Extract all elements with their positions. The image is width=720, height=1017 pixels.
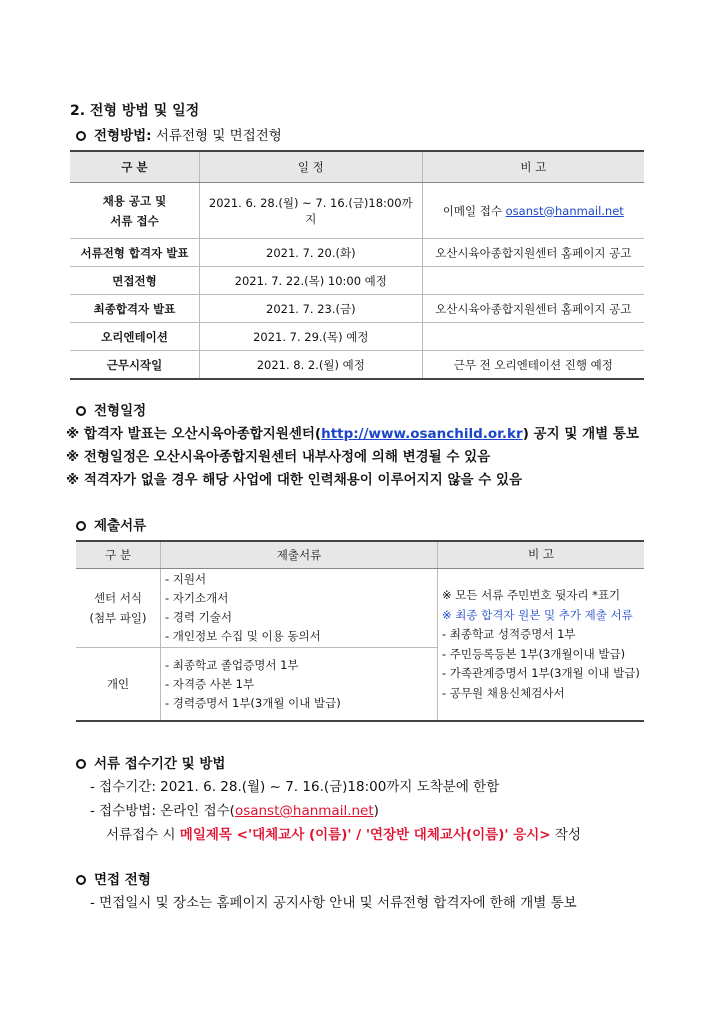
schedule-notes-title <box>76 399 146 419</box>
submission-subject-rule <box>106 823 581 843</box>
circle-bullet-icon <box>76 759 86 769</box>
row-item: 면접전형 <box>70 267 199 295</box>
table-row <box>70 323 644 351</box>
note-prefix: 이메일 접수 <box>442 203 506 218</box>
header-schedule: 일 정 <box>199 151 422 183</box>
list-item: - 지원서 <box>165 572 207 586</box>
circle-bullet-icon <box>76 131 86 141</box>
circle-bullet-icon <box>76 406 86 416</box>
table-header-row <box>70 151 644 183</box>
row-date: 2021. 7. 20.(화) <box>199 239 422 267</box>
header-category: 구 분 <box>76 541 161 569</box>
subject-prefix: 서류접수 시 <box>106 827 180 843</box>
interview-text: - 면접일시 및 장소는 홈페이지 공지사항 안내 및 서류전형 합격자에 한해 개별 통보 <box>90 895 577 911</box>
center-form-label <box>76 569 161 648</box>
row-item <box>70 183 199 239</box>
section-title: 2. 전형 방법 및 일정 <box>70 103 200 119</box>
homepage-link[interactable]: http://www.osanchild.or.kr <box>321 426 523 442</box>
interview-title-text: 면접 전형 <box>94 872 151 888</box>
table-row <box>70 239 644 267</box>
row-note: 오산시육아종합지원센터 홈페이지 공고 <box>422 239 644 267</box>
submission-method <box>90 799 379 819</box>
method-line <box>76 124 282 144</box>
method-value: 서류전형 및 면접전형 <box>155 128 282 144</box>
documents-title <box>76 514 146 534</box>
note1-prefix: ※ 합격자 발표는 오산시육아종합지원센터( <box>66 426 322 442</box>
interview-title <box>76 868 151 888</box>
row-item-line2: 서류 접수 <box>110 213 159 228</box>
circle-bullet-icon <box>76 521 86 531</box>
center-form-items <box>161 569 438 648</box>
schedule-note-2: ※ 전형일정은 오산시육아종합지원센터 내부사정에 의해 변경될 수 있음 <box>66 449 491 465</box>
schedule-note-1 <box>66 422 639 442</box>
schedule-table <box>70 150 644 380</box>
row-item: 근무시작일 <box>70 351 199 380</box>
documents-title-text: 제출서류 <box>94 518 147 534</box>
schedule-note-3: ※ 적격자가 없을 경우 해당 사업에 대한 인력채용이 이루어지지 않을 수 있음 <box>66 472 523 488</box>
remark-line: - 주민등록등본 1부(3개월이내 발급) <box>442 646 626 661</box>
row-item: 최종합격자 발표 <box>70 295 199 323</box>
list-item: - 자격증 사본 1부 <box>165 676 255 691</box>
schedule-notes-title-text: 전형일정 <box>94 403 147 419</box>
documents-table <box>76 540 644 722</box>
subject-suffix: 작성 <box>550 827 581 843</box>
remark-line: - 최종학교 성적증명서 1부 <box>442 627 576 641</box>
header-remarks: 비 고 <box>438 541 645 569</box>
method-label: 전형방법: <box>94 128 152 144</box>
header-category: 구 분 <box>70 151 199 183</box>
list-item: - 개인정보 수집 및 이용 동의서 <box>165 629 321 643</box>
personal-label: 개인 <box>76 648 161 722</box>
table-row <box>70 267 644 295</box>
row-note: 오산시육아종합지원센터 홈페이지 공고 <box>422 295 644 323</box>
list-item: - 최종학교 졸업증명서 1부 <box>165 657 299 672</box>
table-row <box>70 295 644 323</box>
table-row <box>70 351 644 380</box>
row-date: 2021. 7. 29.(목) 예정 <box>199 323 422 351</box>
row-item: 오리엔테이션 <box>70 323 199 351</box>
submission-title <box>76 752 225 772</box>
row-item: 서류전형 합격자 발표 <box>70 239 199 267</box>
submission-email-link[interactable]: osanst@hanmail.net <box>234 803 374 819</box>
personal-items <box>161 648 438 722</box>
circle-bullet-icon <box>76 875 86 885</box>
remark-line: - 가족관계증명서 1부(3개월 이내 발급) <box>442 666 640 680</box>
header-remarks: 비 고 <box>422 151 644 183</box>
remark-line-highlight: ※ 최종 합격자 원본 및 추가 제출 서류 <box>442 607 633 622</box>
row-date: 2021. 8. 2.(월) 예정 <box>199 351 422 380</box>
table-row <box>70 183 644 239</box>
email-link[interactable]: osanst@hanmail.net <box>505 203 624 218</box>
remark-line: - 공무원 채용신체검사서 <box>442 685 565 700</box>
method-suffix: ) <box>373 803 379 819</box>
row-note <box>422 267 644 295</box>
row-note <box>422 183 644 239</box>
list-item: - 경력증명서 1부(3개월 이내 발급) <box>165 695 341 710</box>
center-label-line2: (첨부 파일) <box>89 611 147 625</box>
row-note: 근무 전 오리엔테이션 진행 예정 <box>422 351 644 380</box>
table-row <box>76 569 644 648</box>
list-item: - 자기소개서 <box>165 591 229 605</box>
submission-period: - 접수기간: 2021. 6. 28.(월) ~ 7. 16.(금)18:00까지 도착분에 한함 <box>90 779 500 795</box>
method-prefix: - 접수방법: 온라인 접수( <box>90 803 235 819</box>
header-documents: 제출서류 <box>161 541 438 569</box>
row-note <box>422 323 644 351</box>
submission-title-text: 서류 접수기간 및 방법 <box>94 756 226 772</box>
row-date: 2021. 6. 28.(월) ~ 7. 16.(금)18:00까지 <box>199 183 422 239</box>
note1-suffix: ) 공지 및 개별 통보 <box>522 426 639 442</box>
center-label-line1: 센터 서식 <box>93 591 143 605</box>
documents-remarks <box>438 569 645 722</box>
table-header-row <box>76 541 644 569</box>
subject-highlight: 메일제목 <'대체교사 (이름)' / '연장반 대체교사(이름)' 응시> <box>179 827 551 843</box>
row-item-line1: 채용 공고 및 <box>102 193 167 208</box>
row-date: 2021. 7. 23.(금) <box>199 295 422 323</box>
list-item: - 경력 기술서 <box>165 610 233 624</box>
row-date: 2021. 7. 22.(목) 10:00 예정 <box>199 267 422 295</box>
remark-line: ※ 모든 서류 주민번호 뒷자리 *표기 <box>442 588 621 602</box>
